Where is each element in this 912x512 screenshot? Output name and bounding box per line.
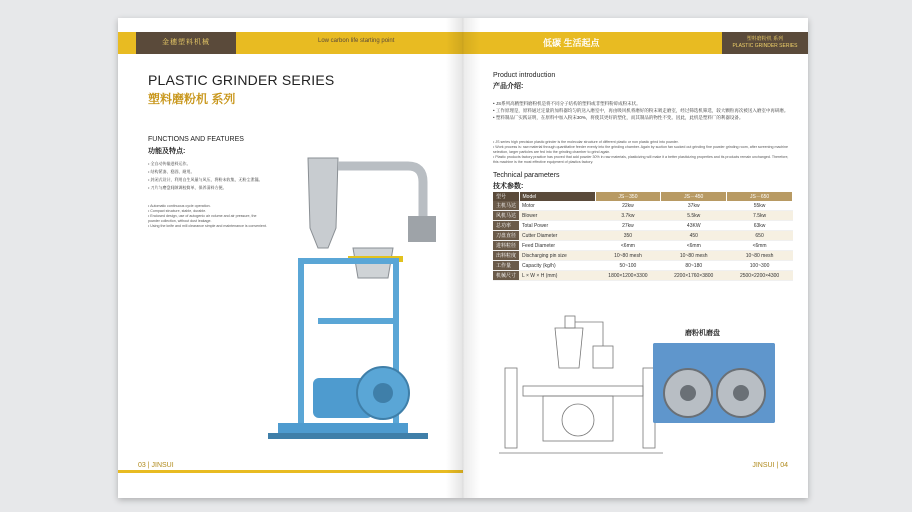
table-cell: 50~100 xyxy=(595,261,661,271)
list-item: • Automatic continuous cycle operation. xyxy=(148,204,268,209)
table-cell: 3.7kw xyxy=(595,211,661,221)
list-item: • Enclosed design, use of autogenic air volume and air pressure, the powder collection, without dust leakage. xyxy=(148,214,268,224)
table-cell: 450 xyxy=(661,231,727,241)
table-cell: 5.5kw xyxy=(661,211,727,221)
tech-heading-cn: 技术参数: xyxy=(493,183,524,190)
table-cell: 22kw xyxy=(595,201,661,211)
table-cell: Cutter Diameter xyxy=(519,231,595,241)
list-item: • Compact structure, stable, durable. xyxy=(148,209,268,214)
table-cell: 27kw xyxy=(595,221,661,231)
table-cell: 37kw xyxy=(661,201,727,211)
page-title-en: PLASTIC GRINDER SERIES xyxy=(148,72,335,88)
table-row xyxy=(493,261,793,271)
table-header: JS－450 xyxy=(661,192,727,201)
list-item: • 全自动传输进料运作。 xyxy=(148,160,263,168)
tech-heading-en: Technical parameters xyxy=(493,172,560,179)
table-cell: Discharging pin size xyxy=(519,251,595,261)
features-heading-en: FUNCTIONS AND FEATURES xyxy=(148,136,244,143)
list-item: • Plastic products factory practice has proved that add powder 30% in raw materials, plasticizing will make it a better plasticizing properties and its products remain unchanged. Therefore, this machine is the most effective equipment of plastics factory. xyxy=(493,155,793,165)
brochure-spread xyxy=(118,18,808,498)
table-cell: Feed Diameter xyxy=(519,241,595,251)
table-row xyxy=(493,211,793,221)
table-cell: 10~80 mesh xyxy=(727,251,793,261)
table-cell: <6mm xyxy=(727,241,793,251)
intro-heading-cn: 产品介绍: xyxy=(493,83,524,90)
list-item: • Using the knife and mill clearance simple and maintenance is convenient. xyxy=(148,224,268,229)
grinding-disc-image xyxy=(653,343,775,423)
table-cell: <6mm xyxy=(661,241,727,251)
table-header: JS－350 xyxy=(595,192,661,201)
list-item: • 塑料制品厂实践证明，在原料中加入粉末30%，将使其更好的塑化，而其制品的物性不变。因此，此机是塑料厂的利器设备。 xyxy=(493,114,793,121)
table-cell: Blower xyxy=(519,211,595,221)
table-row xyxy=(493,271,793,281)
slogan-cn: 低碳 生活起点 xyxy=(543,38,600,48)
features-list-en xyxy=(148,204,268,229)
table-header: Model xyxy=(519,192,595,201)
spec-table xyxy=(493,192,793,281)
table-cell: Capacity (kg/h) xyxy=(519,261,595,271)
table-cell: 80~180 xyxy=(661,261,727,271)
table-cell: 2500×2200×4300 xyxy=(727,271,793,281)
table-cell: 2200×1760×3800 xyxy=(661,271,727,281)
grinder-machine-image xyxy=(258,138,463,458)
table-cell: 总功率 xyxy=(493,221,519,231)
table-cell: 刀盘直径 xyxy=(493,231,519,241)
table-cell: 风机马达 xyxy=(493,211,519,221)
table-header: 型号 xyxy=(493,192,519,201)
table-cell: 7.5kw xyxy=(727,211,793,221)
table-cell: 出料粒度 xyxy=(493,251,519,261)
header-band-right xyxy=(463,32,808,54)
table-cell: 43KW xyxy=(661,221,727,231)
page-title-cn: 塑料磨粉机 系列 xyxy=(148,92,236,106)
table-row xyxy=(493,241,793,251)
table-cell: 350 xyxy=(595,231,661,241)
page-number-right: JINSUI | 04 xyxy=(752,462,788,469)
table-header: JS－650 xyxy=(727,192,793,201)
table-row xyxy=(493,221,793,231)
table-cell: <6mm xyxy=(595,241,661,251)
table-cell: 55kw xyxy=(727,201,793,211)
table-cell: 63kw xyxy=(727,221,793,231)
list-item: • 结构紧凑、稳固、耐用。 xyxy=(148,168,263,176)
list-item: • 封闭式设计，利用自生风量与风压，将粉末收集，无粉尘泄漏。 xyxy=(148,176,263,184)
table-cell: Motor xyxy=(519,201,595,211)
series-tag xyxy=(722,32,808,54)
series-tag-cn: 塑料磨粉机 系列 xyxy=(746,36,784,42)
header-band-left xyxy=(118,32,463,54)
table-cell: 工作量 xyxy=(493,261,519,271)
intro-list-en xyxy=(493,140,793,165)
slogan-en: Low carbon life starting point xyxy=(318,38,395,44)
intro-heading-en: Product introduction xyxy=(493,72,556,79)
table-row xyxy=(493,251,793,261)
table-row xyxy=(493,231,793,241)
table-cell: 100~300 xyxy=(727,261,793,271)
list-item: • Work process is: raw material through quantitative feeder evenly into the grinding chamber. Again by suction fan sucked out grinding fine powder grinding room, after screening machine selection, larger particles are fed into the grinding chamber to grind again. xyxy=(493,145,793,155)
list-item: • 刀片与磨盘间隙调校简单，保养清料方便。 xyxy=(148,184,263,192)
table-header-row xyxy=(493,192,793,201)
features-heading-cn: 功能及特点: xyxy=(148,148,186,155)
table-cell: Total Power xyxy=(519,221,595,231)
table-cell: 进料粒径 xyxy=(493,241,519,251)
table-cell: L × W × H (mm) xyxy=(519,271,595,281)
page-number-left: 03 | JINSUI xyxy=(138,462,174,469)
table-cell: 10~80 mesh xyxy=(661,251,727,261)
brand-logo: 金穗塑料机械 xyxy=(136,32,236,54)
list-item: • JS series high precision plastic grinder is the molecular structure of different plastic or non plastic grind into powder. xyxy=(493,140,793,145)
table-cell: 1800×1200×3300 xyxy=(595,271,661,281)
features-list-cn xyxy=(148,160,263,192)
left-page xyxy=(118,18,463,498)
table-cell: 10~80 mesh xyxy=(595,251,661,261)
list-item: • 工作原理是，原料通过定量的加料器均匀的送入磨室中，再由吸风机将磨好的粉末吸走磨室，经过筛选机筛选，较大颗粒再次被送入磨室中再研磨。 xyxy=(493,107,793,114)
table-row xyxy=(493,201,793,211)
intro-list-cn xyxy=(493,100,793,121)
table-cell: 650 xyxy=(727,231,793,241)
right-page xyxy=(463,18,808,498)
table-cell: 机械尺寸 xyxy=(493,271,519,281)
grinding-disc-title: 磨粉机磨盘 xyxy=(685,330,720,337)
table-cell: 主机马达 xyxy=(493,201,519,211)
list-item: • JS系列高精塑料磨粉机是将不同分子结构的塑料或非塑料粉碎成粉末状。 xyxy=(493,100,793,107)
footer-stripe xyxy=(118,470,463,473)
series-tag-en: PLASTIC GRINDER SERIES xyxy=(732,43,798,49)
